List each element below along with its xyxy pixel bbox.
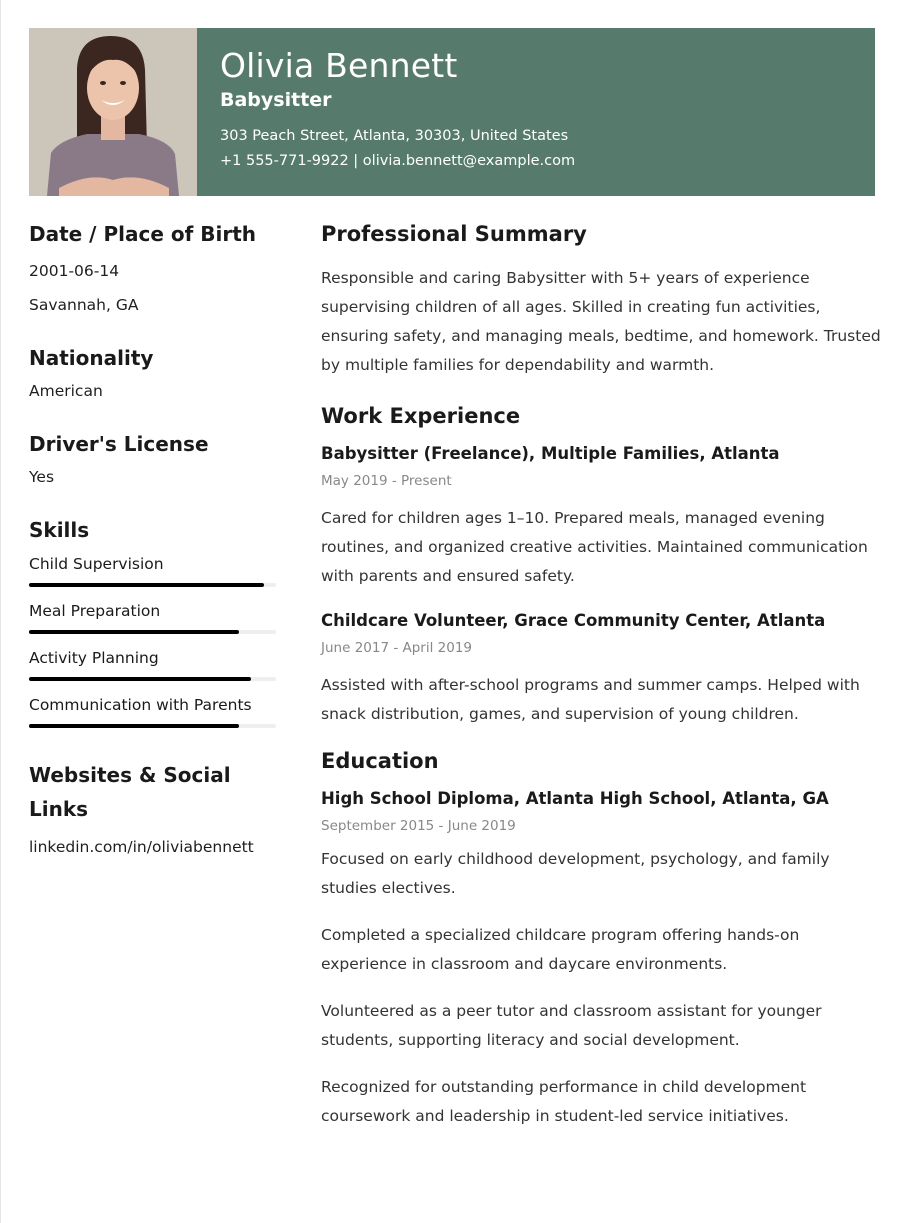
skill-bar-fill	[29, 724, 239, 728]
job-description: Cared for children ages 1–10. Prepared meals, managed evening routines, and organized creative activities. Maintained communication with parents and ensured safety.	[321, 509, 868, 585]
job-description: Assisted with after-school programs and summer camps. Helped with snack distribution, games, and supervision of young children.	[321, 676, 860, 723]
license-heading: Driver's License	[29, 432, 209, 456]
skills-section	[29, 514, 279, 728]
job-role: Babysitter	[220, 89, 332, 111]
skill-bar-fill	[29, 630, 239, 634]
main-content	[321, 218, 881, 1149]
profile-photo	[29, 28, 197, 196]
skill-label: Communication with Parents	[29, 696, 252, 714]
skill-label: Meal Preparation	[29, 602, 161, 620]
job-entry	[321, 607, 881, 729]
experience-section	[321, 400, 881, 729]
education-heading: Education	[321, 749, 439, 773]
links-section	[29, 758, 279, 864]
education-title: High School Diploma, Atlanta High School, Atlanta, GA	[321, 789, 829, 808]
birth-date: 2001-06-14	[29, 262, 120, 280]
candidate-name: Olivia Bennett	[220, 46, 458, 85]
skill-item	[29, 599, 279, 634]
skills-heading: Skills	[29, 518, 90, 542]
skill-bar-fill	[29, 677, 251, 681]
birth-heading: Date / Place of Birth	[29, 222, 257, 246]
job-title: Childcare Volunteer, Grace Community Center, Atlanta	[321, 611, 826, 630]
experience-heading: Work Experience	[321, 404, 521, 428]
education-paragraph: Volunteered as a peer tutor and classroom assistant for younger students, supporting literacy and social development.	[321, 1002, 822, 1049]
license-section	[29, 428, 279, 494]
education-paragraph: Completed a specialized childcare program offering hands-on experience in classroom and daycare environments.	[321, 926, 800, 973]
contact-info	[220, 124, 575, 174]
links-heading: Websites & Social Links	[29, 763, 231, 821]
skill-label: Activity Planning	[29, 649, 159, 667]
skill-bar-fill	[29, 583, 264, 587]
skill-label: Child Supervision	[29, 555, 164, 573]
skill-item	[29, 646, 279, 681]
education-dates: September 2015 - June 2019	[321, 818, 516, 834]
job-dates: May 2019 - Present	[321, 473, 452, 489]
summary-heading: Professional Summary	[321, 222, 587, 246]
skill-bar	[29, 583, 276, 587]
education-section	[321, 745, 881, 1131]
job-dates: June 2017 - April 2019	[321, 640, 473, 656]
job-entry	[321, 440, 881, 591]
job-title: Babysitter (Freelance), Multiple Families, Atlanta	[321, 444, 780, 463]
skill-bar	[29, 677, 276, 681]
address: 303 Peach Street, Atlanta, 30303, United States	[220, 128, 569, 144]
education-paragraph: Recognized for outstanding performance in child development coursework and leadership in student-led service initiatives.	[321, 1078, 807, 1125]
summary-section	[321, 218, 881, 380]
summary-text: Responsible and caring Babysitter with 5+ years of experience supervising children of all ages. Skilled in creating fun activities, ensuring safety, and managing meals, bedtime, and homework. Trusted by multiple families for dependability and warmth.	[321, 269, 881, 374]
skill-item	[29, 693, 279, 728]
birth-place: Savannah, GA	[29, 296, 139, 314]
portrait-image	[29, 28, 197, 196]
nationality-heading: Nationality	[29, 346, 154, 370]
skill-item	[29, 552, 279, 587]
nationality-value: American	[29, 382, 103, 400]
skill-bar	[29, 724, 276, 728]
birth-section	[29, 218, 279, 322]
nationality-section	[29, 342, 279, 408]
education-paragraph: Focused on early childhood development, psychology, and family studies electives.	[321, 850, 830, 897]
sidebar	[29, 218, 279, 884]
header-info	[197, 28, 575, 196]
linkedin-link[interactable]: linkedin.com/in/oliviabennett	[29, 838, 254, 856]
license-value: Yes	[29, 468, 55, 486]
resume-header	[29, 28, 875, 196]
skill-bar	[29, 630, 276, 634]
phone-email: +1 555-771-9922 | olivia.bennett@example.com	[220, 153, 576, 169]
